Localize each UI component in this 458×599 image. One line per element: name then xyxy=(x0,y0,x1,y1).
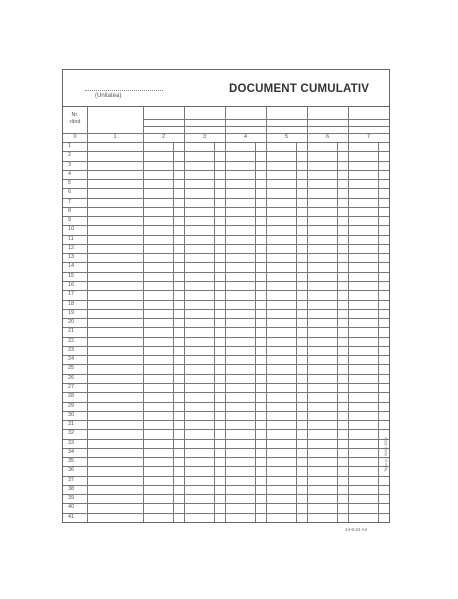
row-number: 21 xyxy=(68,328,75,335)
row-line xyxy=(63,225,389,226)
row-number: 24 xyxy=(68,356,75,363)
column-divider xyxy=(87,106,88,522)
row-line xyxy=(63,235,389,236)
row-line xyxy=(63,151,389,152)
row-number: 34 xyxy=(68,448,75,455)
column-label: 1 xyxy=(113,134,117,140)
row-number: 26 xyxy=(68,374,75,381)
row-number: 1 xyxy=(68,143,72,149)
subcolumn-divider xyxy=(173,142,174,522)
row-line xyxy=(63,466,389,467)
row-number: 12 xyxy=(68,244,75,251)
row-line xyxy=(63,188,389,189)
unit-fill-line xyxy=(85,90,163,91)
column-label: 5 xyxy=(284,134,289,140)
column-divider xyxy=(184,106,185,522)
column-divider xyxy=(225,106,226,522)
row-line xyxy=(63,318,389,319)
row-line xyxy=(63,364,389,365)
label-row-bottom-line xyxy=(63,142,389,143)
subcolumn-divider xyxy=(214,142,215,522)
row-line xyxy=(63,485,389,486)
row-line xyxy=(63,346,389,347)
unit-label: (Unitatea) xyxy=(95,93,122,99)
row-line xyxy=(63,457,389,458)
row-line xyxy=(63,392,389,393)
row-line xyxy=(63,429,389,430)
row-number: 13 xyxy=(68,254,75,261)
row-number: 29 xyxy=(68,402,75,409)
cumulative-grid xyxy=(63,106,389,522)
subcolumn-divider xyxy=(337,142,338,522)
document-title: DOCUMENT CUMULATIV xyxy=(229,83,370,95)
side-form-code: Tipar (c) 0000 2004 xyxy=(383,437,388,472)
row-line xyxy=(63,300,389,301)
row-number-header xyxy=(65,112,85,126)
row-number: 41 xyxy=(68,513,75,520)
form-code: 14-6-24 A4 xyxy=(345,527,368,532)
row-number: 23 xyxy=(68,346,75,353)
column-divider xyxy=(307,106,308,522)
row-number: 31 xyxy=(68,421,75,428)
row-line xyxy=(63,207,389,208)
row-number-header-text: Nr. rând xyxy=(69,112,81,125)
row-line xyxy=(63,411,389,412)
row-line xyxy=(63,170,389,171)
row-line xyxy=(63,374,389,375)
row-number: 37 xyxy=(68,476,75,483)
subcolumn-divider xyxy=(296,142,297,522)
row-line xyxy=(63,198,389,199)
row-number: 36 xyxy=(68,467,75,474)
row-line xyxy=(63,309,389,310)
row-line xyxy=(63,439,389,440)
form-header xyxy=(63,70,389,107)
row-line xyxy=(63,290,389,291)
row-number: 40 xyxy=(68,504,75,511)
column-zero-label: 0 xyxy=(73,134,77,140)
row-number: 30 xyxy=(68,411,75,418)
row-number: 28 xyxy=(68,393,75,400)
row-line xyxy=(63,503,389,504)
column-divider xyxy=(348,106,349,522)
column-label: 6 xyxy=(325,134,330,140)
column-label: 7 xyxy=(366,134,371,140)
subcolumn-divider xyxy=(378,142,379,522)
row-line xyxy=(63,513,389,514)
column-label: 4 xyxy=(243,134,248,140)
column-divider xyxy=(266,106,267,522)
row-number: 5 xyxy=(68,180,72,187)
row-line xyxy=(63,244,389,245)
row-line xyxy=(63,272,389,273)
row-line xyxy=(63,355,389,356)
row-line xyxy=(63,327,389,328)
row-line xyxy=(63,253,389,254)
row-number: 22 xyxy=(68,337,75,344)
row-number: 10 xyxy=(68,226,75,233)
row-number: 4 xyxy=(68,170,72,177)
row-number: 2 xyxy=(68,152,72,159)
row-number: 7 xyxy=(68,198,72,205)
row-line xyxy=(63,281,389,282)
row-line xyxy=(63,262,389,263)
row-number: 33 xyxy=(68,439,75,446)
row-number: 20 xyxy=(68,319,75,326)
row-line xyxy=(63,448,389,449)
row-line xyxy=(63,337,389,338)
row-line xyxy=(63,494,389,495)
row-number: 32 xyxy=(68,430,75,437)
row-line xyxy=(63,476,389,477)
row-number: 15 xyxy=(68,272,75,279)
row-number: 27 xyxy=(68,383,75,390)
row-number: 18 xyxy=(68,300,75,307)
row-number: 3 xyxy=(68,161,72,168)
row-number: 38 xyxy=(68,485,75,492)
row-number: 39 xyxy=(68,495,75,502)
row-number: 35 xyxy=(68,458,75,465)
row-line xyxy=(63,402,389,403)
row-number: 14 xyxy=(68,263,75,270)
column-label: 3 xyxy=(202,134,207,140)
row-number: 11 xyxy=(68,235,74,242)
row-number: 9 xyxy=(68,217,72,224)
row-line xyxy=(63,383,389,384)
row-number: 16 xyxy=(68,282,75,289)
column-divider xyxy=(143,106,144,522)
row-number: 8 xyxy=(68,207,72,214)
row-number: 25 xyxy=(68,365,75,372)
row-line xyxy=(63,179,389,180)
row-number: 19 xyxy=(68,309,75,316)
form-table xyxy=(62,69,390,523)
row-line xyxy=(63,161,389,162)
row-line xyxy=(63,216,389,217)
row-number: 6 xyxy=(68,189,72,196)
subcolumn-divider xyxy=(255,142,256,522)
column-label: 2 xyxy=(161,134,166,140)
row-number: 17 xyxy=(68,291,75,298)
row-line xyxy=(63,420,389,421)
